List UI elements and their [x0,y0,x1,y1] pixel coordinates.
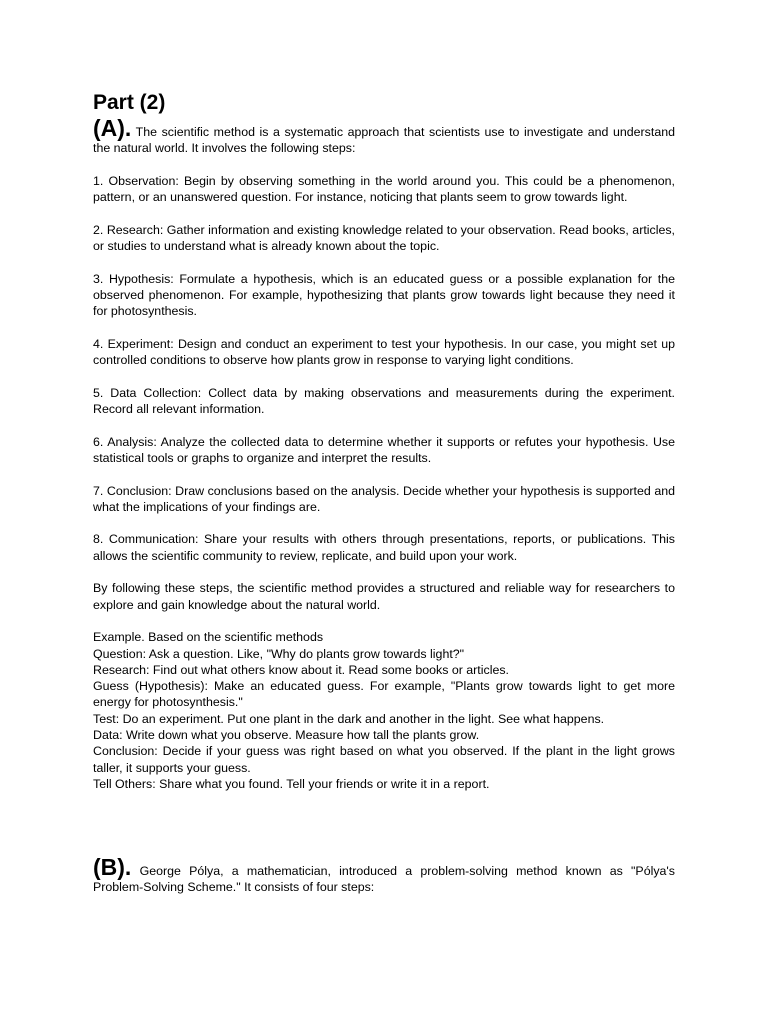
section-a-intro [93,115,675,157]
example-test: Test: Do an experiment. Put one plant in the dark and another in the light. See what happens. [93,711,605,726]
example-block [93,629,675,792]
example-guess: Guess (Hypothesis): Make an educated guess. For example, "Plants grow towards light to get more energy for photosynthesis." [93,679,675,710]
example-data: Data: Write down what you observe. Measure how tall the plants grow. [93,727,480,742]
summary-paragraph: By following these steps, the scientific method provides a structured and reliable way for researchers to explore and gain knowledge about the natural world. [93,581,675,612]
example-research: Research: Find out what others know about it. Read some books or articles. [93,662,509,677]
step-hypothesis: 3. Hypothesis: Formulate a hypothesis, which is an educated guess or a possible explanation for the observed phenomenon. For example, hypothesizing that plants grow towards light because they need it for photosynthesis. [93,271,675,319]
example-tell-others: Tell Others: Share what you found. Tell your friends or write it in a report. [93,776,490,791]
example-heading: Example. Based on the scientific methods [93,630,324,645]
step-experiment: 4. Experiment: Design and conduct an experiment to test your hypothesis. In our case, you might set up controlled conditions to observe how plants grow in response to varying light conditions. [93,336,675,368]
example-question: Question: Ask a question. Like, "Why do plants grow towards light?" [93,646,465,661]
step-observation: 1. Observation: Begin by observing something in the world around you. This could be a phenomenon, pattern, or an unanswered question. For instance, noticing that plants seem to grow towards light. [93,173,675,205]
section-a-label: (A). [93,115,132,141]
document-page [93,90,675,896]
step-data-collection: 5. Data Collection: Collect data by making observations and measurements during the experiment. Record all relevant information. [93,385,675,417]
part-title: Part (2) [93,91,166,114]
section-b-intro-text: George Pólya, a mathematician, introduced a problem-solving method known as "Pólya's Problem-Solving Scheme." It consists of four steps: [93,864,675,895]
example-conclusion: Conclusion: Decide if your guess was right based on what you observed. If the plant in the light grows taller, it supports your guess. [93,744,675,775]
step-analysis: 6. Analysis: Analyze the collected data to determine whether it supports or refutes your hypothesis. Use statistical tools or graphs to organize and interpret the results. [93,434,675,465]
step-communication: 8. Communication: Share your results with others through presentations, reports, or publications. This allows the scientific community to review, replicate, and build upon your work. [93,532,675,563]
step-research: 2. Research: Gather information and existing knowledge related to your observation. Read books, articles, or studies to understand what is already known about the topic. [93,222,675,254]
section-b-intro [93,854,675,896]
section-a-intro-text: The scientific method is a systematic approach that scientists use to investigate and understand the natural world. It involves the following steps: [93,125,675,156]
section-b-label: (B). [93,854,132,881]
step-conclusion: 7. Conclusion: Draw conclusions based on the analysis. Decide whether your hypothesis is supported and what the implications of your findings are. [93,483,675,514]
